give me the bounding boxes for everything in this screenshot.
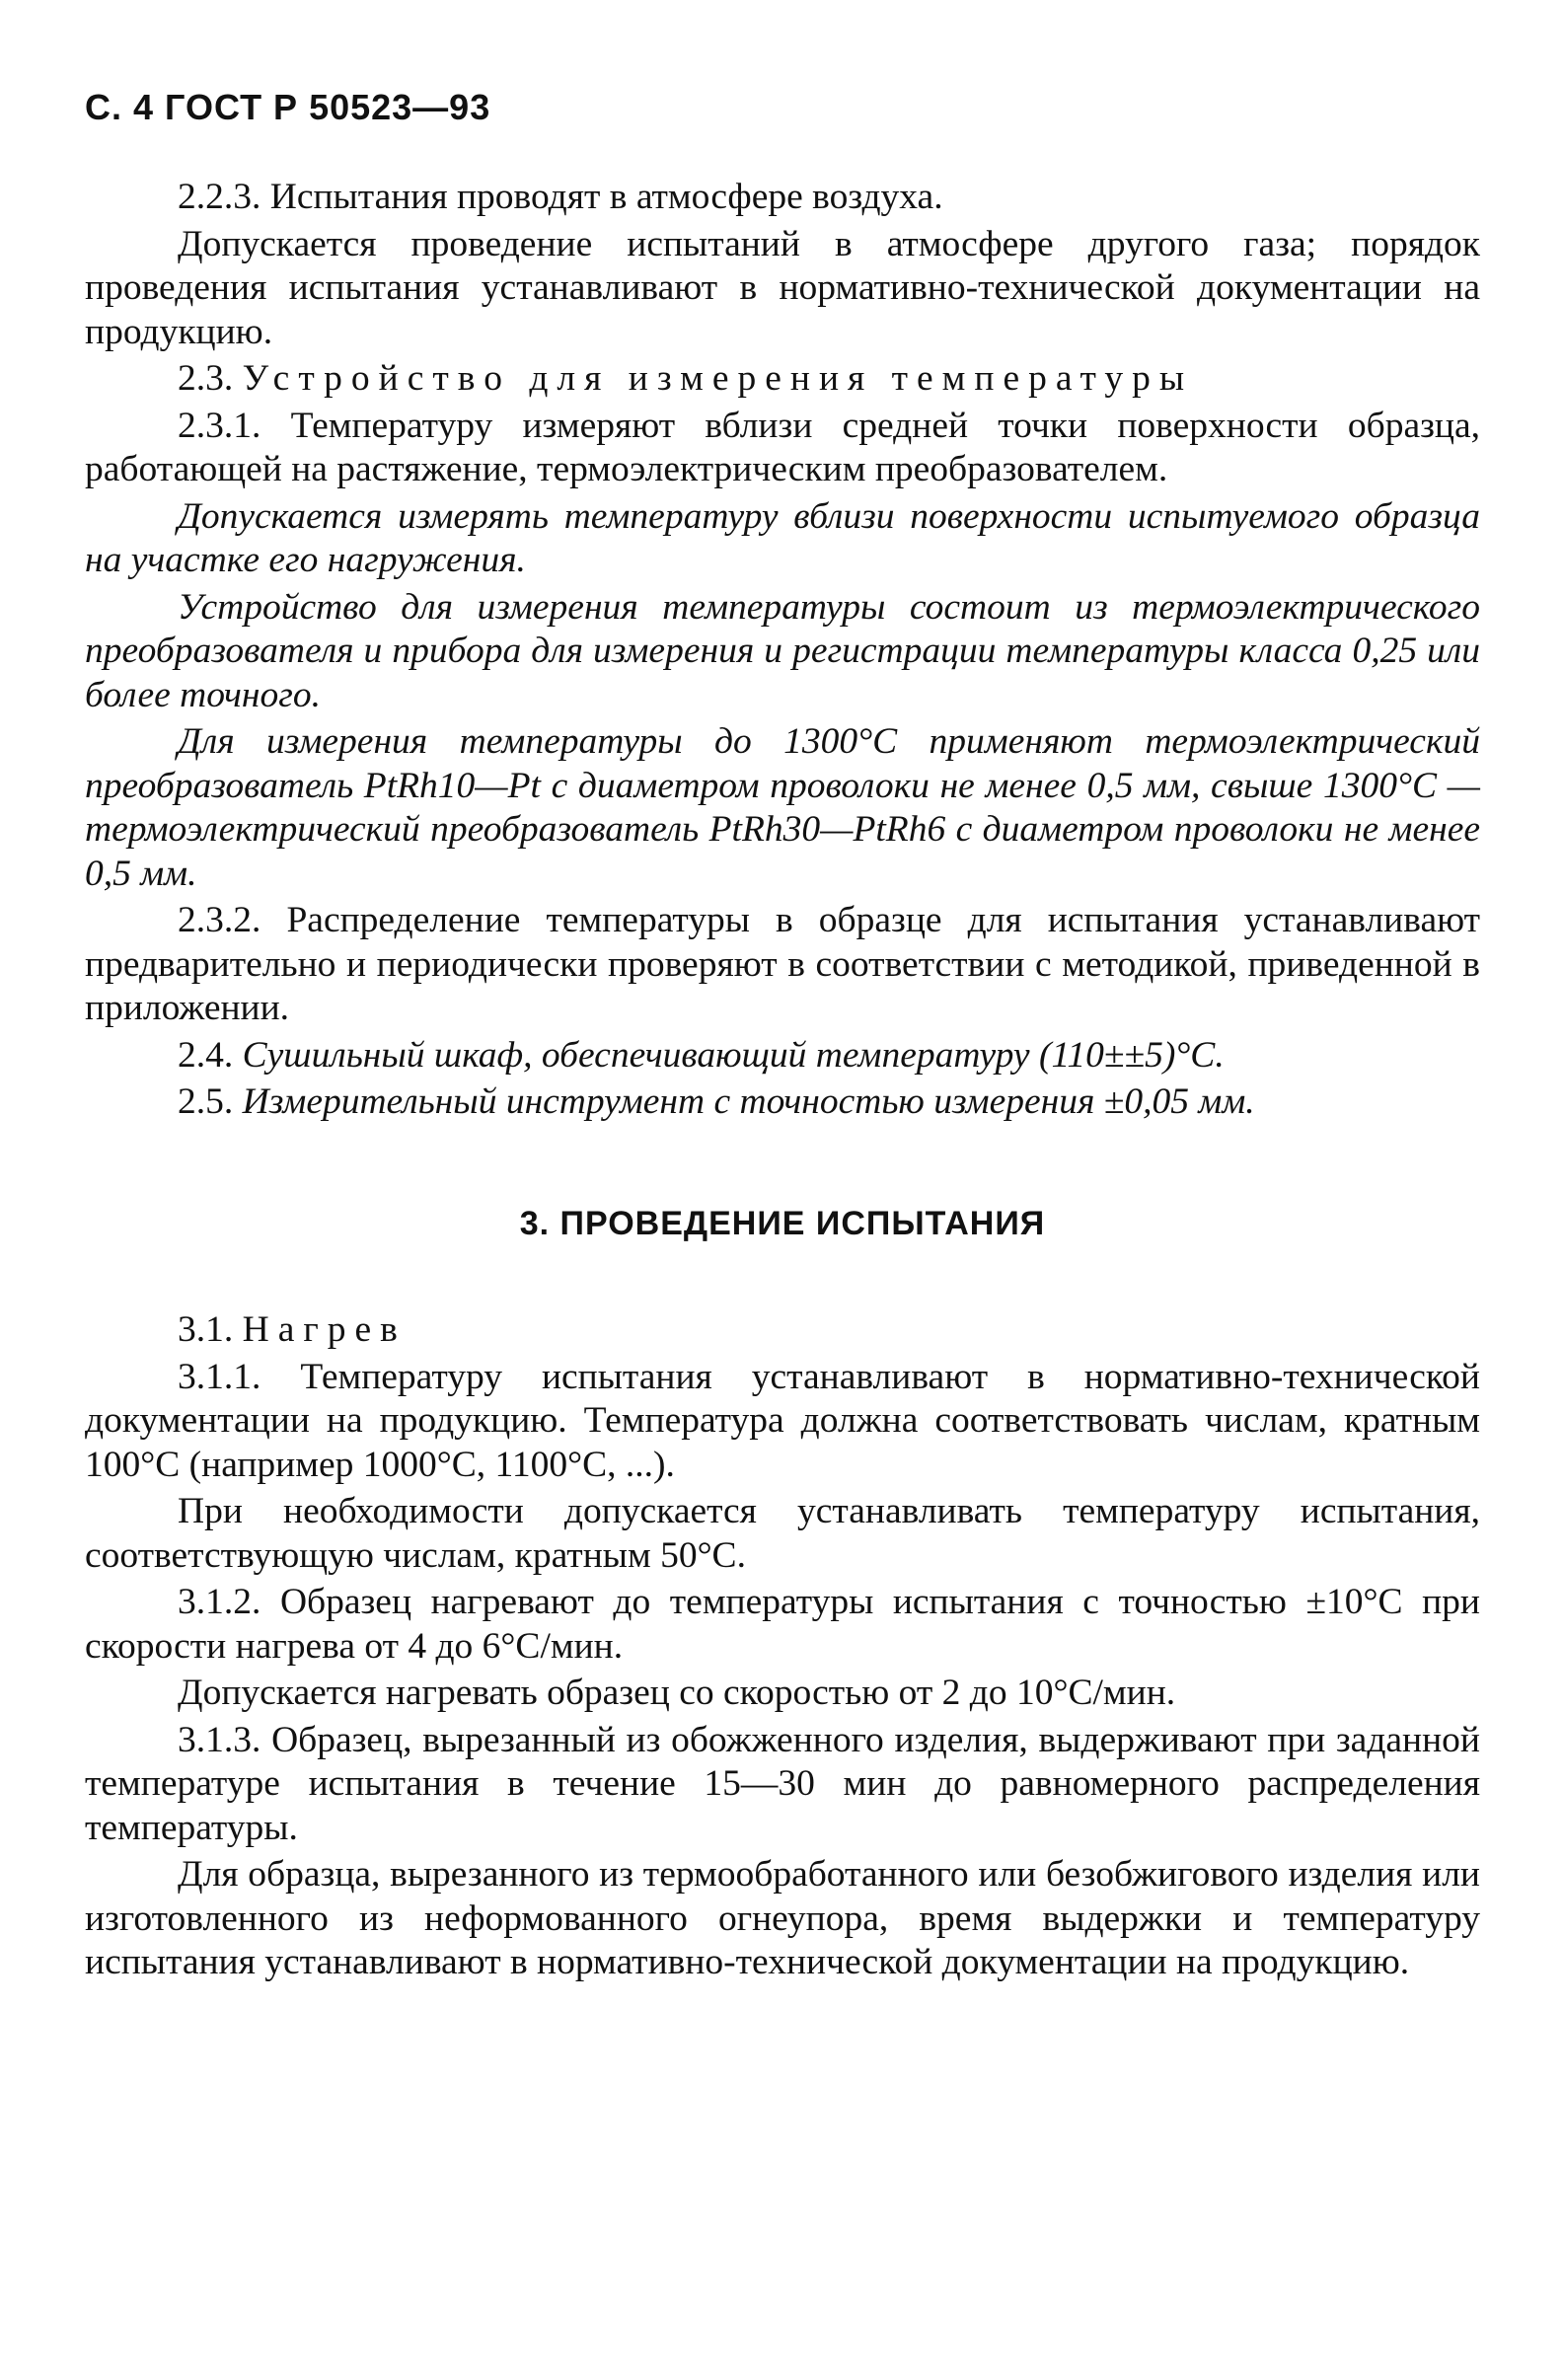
section-title: 3. ПРОВЕДЕНИЕ ИСПЫТАНИЯ [519,1204,1046,1242]
subsection-number: 3.1. [178,1309,234,1350]
paragraph-other-gas: Допускается проведение испытаний в атмосфере другого газа; порядок проведения испытания устанавливают в нормативно-технической документации на продукцию. [85,223,1480,352]
paragraph-2-5 [85,1080,1480,1125]
paragraph-2-3-2: 2.3.2. Распределение температуры в образце для испытания устанавливают предварительно и периодически проверяют в соответствии с методикой, приведенной в приложении. [85,900,1480,1028]
paragraph-50-degrees: При необходимости допускается устанавливать температуру испытания, соответствующую числам, кратным 50°С. [85,1491,1480,1576]
subsection-heading-2-3 [85,357,1480,402]
paragraph-device-composition: Устройство для измерения температуры состоит из термоэлектрического преобразователя и прибора для измерения и регистрации температуры класса 0,25 или более точного. [85,586,1480,715]
item-text: Сушильный шкаф, обеспечивающий температуру (110±±5)°С. [242,1034,1225,1076]
paragraph-thermocouple-types: Для измерения температуры до 1300°С применяют термоэлектрический преобразователь PtRh10—Pt с диаметром проволоки не менее 0,5 мм, свыше 1300°С — термоэлектрический преобразователь PtRh30—PtRh6 с диаметром проволоки не менее 0,5 мм. [85,721,1480,894]
paragraph-measure-near-surface: Допускается измерять температуру вблизи поверхности испытуемого образца на участке его нагружения. [85,495,1480,580]
item-number: 2.4. [178,1034,234,1076]
page-header: С. 4 ГОСТ Р 50523—93 [85,87,491,127]
paragraph-3-1-1: 3.1.1. Температуру испытания устанавливают в нормативно-технической документации на продукцию. Температура должна соответствовать числам, кратным 100°С (например 1000°С, 1100°С, ...). [85,1356,1480,1485]
subsection-title: Нагрев [242,1309,407,1350]
subsection-number: 2.3. [178,358,234,399]
subsection-heading-3-1 [85,1308,1480,1353]
paragraph-3-1-3: 3.1.3. Образец, вырезанный из обожженного изделия, выдерживают при заданной температуре испытания в течение 15—30 мин до равномерного распределения температуры. [85,1719,1480,1848]
paragraph-holding-time: Для образца, вырезанного из термообработанного или безобжигового изделия или изготовленного из неформованного огнеупора, время выдержки и температуру испытания устанавливают в нормативно-технической документации на продукцию. [85,1854,1480,1982]
paragraph-2-3-1: 2.3.1. Температуру измеряют вблизи средней точки поверхности образца, работающей на растяжение, термоэлектрическим преобразователем. [85,405,1480,489]
paragraph-2-2-3: 2.2.3. Испытания проводят в атмосфере воздуха. [178,177,943,217]
document-body [85,176,1480,1988]
item-number: 2.5. [178,1081,234,1122]
item-text: Измерительный инструмент с точностью измерения ±0,05 мм. [242,1081,1255,1122]
paragraph-3-1-2: 3.1.2. Образец нагревают до температуры испытания с точностью ±10°С при скорости нагрева от 4 до 6°С/мин. [85,1582,1480,1667]
paragraph-heating-rate: Допускается нагревать образец со скоростью от 2 до 10°С/мин. [178,1673,1176,1713]
paragraph-2-4 [85,1034,1480,1078]
subsection-title: Устройство для измерения температуры [242,358,1194,399]
